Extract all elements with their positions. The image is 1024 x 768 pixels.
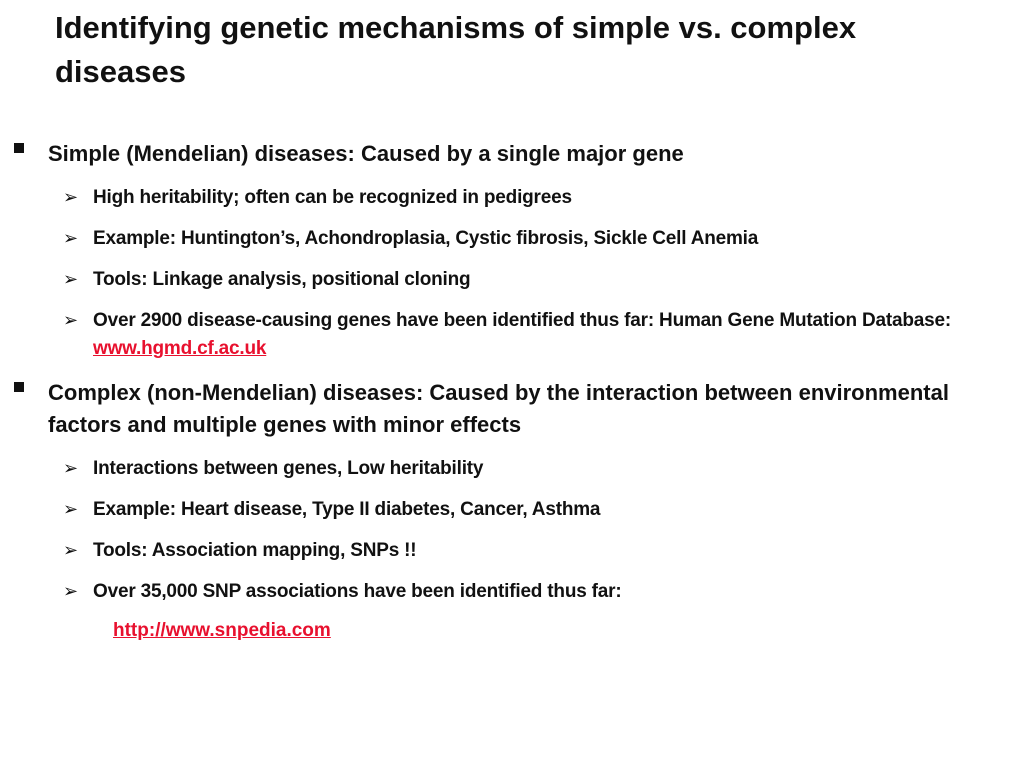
arrow-bullet-icon: ➢ xyxy=(63,581,78,602)
section-complex-heading xyxy=(0,377,1024,441)
list-item-text: Tools: Linkage analysis, positional cloning xyxy=(93,269,471,290)
list-item-text: Over 2900 disease-causing genes have been identified thus far: Human Gene Mutation Database: xyxy=(93,310,951,331)
list-item-text: Example: Huntington’s, Achondroplasia, Cystic fibrosis, Sickle Cell Anemia xyxy=(93,228,759,249)
list-item-text: High heritability; often can be recognized in pedigrees xyxy=(93,187,572,208)
section-heading-text: Simple (Mendelian) diseases: Caused by a single major gene xyxy=(48,141,684,166)
list-item-text: Example: Heart disease, Type II diabetes, Cancer, Asthma xyxy=(93,499,601,520)
arrow-bullet-icon: ➢ xyxy=(63,187,78,208)
arrow-bullet-icon: ➢ xyxy=(63,228,78,249)
list-item xyxy=(0,307,1024,363)
arrow-bullet-icon: ➢ xyxy=(63,499,78,520)
arrow-bullet-icon: ➢ xyxy=(63,269,78,290)
list-item xyxy=(0,537,1024,564)
slide-title: Identifying genetic mechanisms of simple vs. complex diseases xyxy=(55,10,857,89)
list-item-text: Tools: Association mapping, SNPs !! xyxy=(93,540,417,561)
list-item xyxy=(0,266,1024,293)
list-item xyxy=(0,496,1024,523)
list-item xyxy=(0,455,1024,482)
arrow-bullet-icon: ➢ xyxy=(63,310,78,331)
list-item xyxy=(0,225,1024,252)
arrow-bullet-icon: ➢ xyxy=(63,540,78,561)
list-item-text: Interactions between genes, Low heritability xyxy=(93,458,484,479)
slide-body xyxy=(0,138,1024,644)
arrow-bullet-icon: ➢ xyxy=(63,458,78,479)
list-item xyxy=(0,184,1024,211)
list-item-text: Over 35,000 SNP associations have been identified thus far: xyxy=(93,581,622,602)
section-heading-text: Complex (non-Mendelian) diseases: Caused by the interaction between environmental factors and multiple genes with minor effects xyxy=(48,380,949,437)
square-bullet-icon xyxy=(14,382,24,392)
snpedia-link-line xyxy=(0,617,1024,644)
section-simple-heading xyxy=(0,138,1024,170)
snpedia-link[interactable]: http://www.snpedia.com xyxy=(113,620,331,641)
hgmd-link[interactable]: www.hgmd.cf.ac.uk xyxy=(93,338,267,359)
square-bullet-icon xyxy=(14,143,24,153)
list-item xyxy=(0,578,1024,605)
